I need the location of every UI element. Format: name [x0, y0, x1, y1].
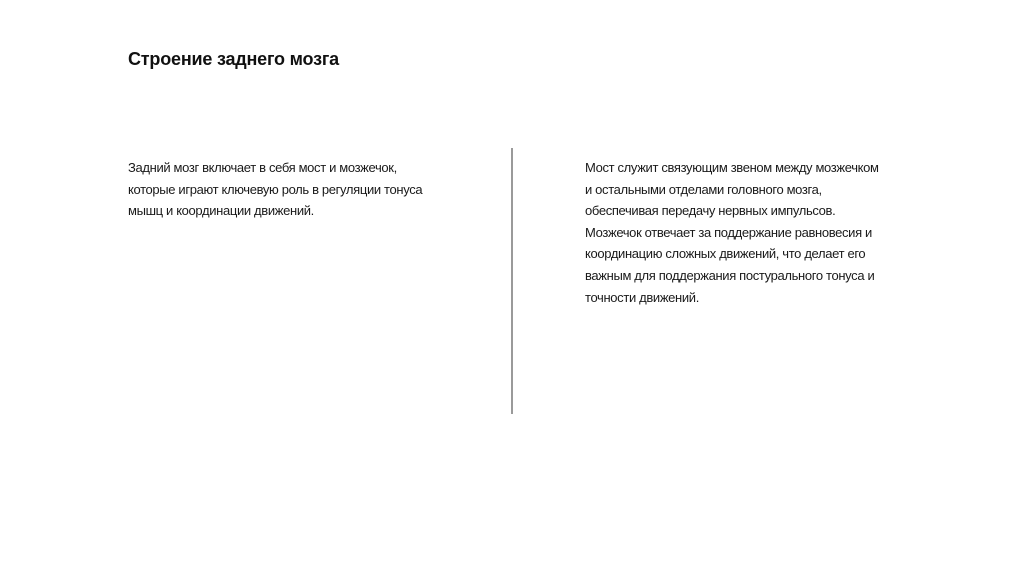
- slide-title: Строение заднего мозга: [128, 49, 339, 69]
- text-line: точности движений.: [585, 289, 699, 305]
- text-line: важным для поддержания постурального тонуса и: [585, 267, 875, 283]
- right-text-block: [585, 157, 879, 308]
- text-line: обеспечивая передачу нервных импульсов.: [585, 203, 836, 219]
- text-line: Мозжечок отвечает за поддержание равновесия и: [585, 224, 872, 240]
- text-line: Задний мозг включает в себя мост и мозжечок,: [128, 160, 397, 175]
- text-line: которые играют ключевую роль в регуляции тонуса: [128, 181, 423, 197]
- text-line: координацию сложных движений, что делает его: [585, 246, 866, 262]
- text-line: мышц и координации движений.: [128, 203, 314, 219]
- left-text-block: [128, 157, 422, 222]
- column-divider: [511, 148, 513, 414]
- text-line: и остальными отделами головного мозга,: [585, 181, 822, 197]
- text-line: Мост служит связующим звеном между мозжечком: [585, 160, 879, 175]
